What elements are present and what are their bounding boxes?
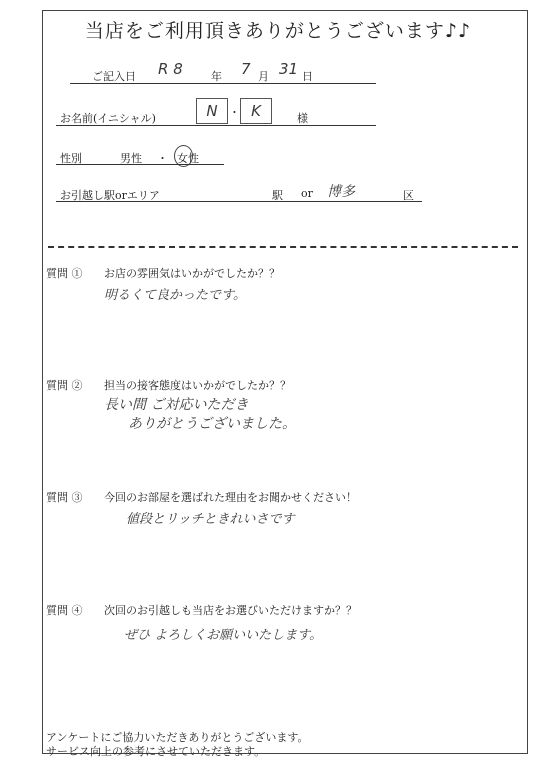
question-3-text: 今回のお部屋を選ばれた理由をお聞かせください！ <box>104 491 357 504</box>
entry-date-label: ご記入日 <box>92 70 136 83</box>
gender-label: 性別 <box>60 152 82 165</box>
initial-box-1 <box>196 98 228 124</box>
footer-line-2: サービス向上の参考にさせていただきます。 <box>46 745 266 758</box>
entry-date-month-value: 7 <box>241 60 251 78</box>
question-1-text: お店の雰囲気はいかがでしたか？？ <box>104 267 280 280</box>
name-suffix: 様 <box>297 112 308 125</box>
moving-station-label: 駅 <box>272 189 283 202</box>
entry-date-month-label: 月 <box>258 70 269 83</box>
gender-separator: ・ <box>157 152 168 165</box>
question-1-number: 質問 ① <box>46 267 83 280</box>
name-label: お名前(イニシャル) <box>60 112 156 125</box>
survey-title: 当店をご利用頂きありがとうございます♪♪ <box>84 20 472 42</box>
footer-line-1: アンケートにご協力いただきありがとうございます。 <box>46 731 309 744</box>
question-3-number: 質問 ③ <box>46 491 83 504</box>
entry-date-underline <box>70 83 376 84</box>
gender-underline <box>56 164 224 165</box>
moving-or-label: or <box>301 187 313 200</box>
answer-4-line-1: ぜひ よろしくお願いいたします。 <box>124 628 323 643</box>
answer-2-line-1: 長い間 ご対応いただき <box>104 397 249 413</box>
gender-male: 男性 <box>120 152 142 165</box>
question-4-number: 質問 ④ <box>46 604 83 617</box>
moving-underline <box>56 201 422 202</box>
entry-date-day-label: 日 <box>302 70 313 83</box>
moving-area-value: 博多 <box>327 184 355 200</box>
name-underline <box>56 125 376 126</box>
entry-date-era-value: R 8 <box>158 60 183 78</box>
question-4-text: 次回のお引越しも当店をお選びいただけますか？？ <box>104 604 357 617</box>
answer-1-line-1: 明るくて良かったです。 <box>104 288 246 303</box>
initial-2-value: K <box>251 102 261 120</box>
entry-date-year-label: 年 <box>211 70 222 83</box>
moving-ward-label: 区 <box>403 189 414 202</box>
initial-1-value: N <box>206 102 218 120</box>
moving-label: お引越し駅orエリア <box>60 189 160 202</box>
answer-3-line-1: 値段とリッチときれいさです <box>126 512 295 527</box>
question-4 <box>46 602 357 618</box>
entry-date-day-value: 31 <box>279 60 299 78</box>
question-1 <box>46 265 280 281</box>
question-3 <box>46 489 357 505</box>
initial-dot: ・ <box>229 106 240 119</box>
answer-2-line-2: ありがとうございました。 <box>128 416 296 432</box>
section-divider <box>48 246 518 248</box>
question-2-number: 質問 ② <box>46 379 83 392</box>
gender-female: 女性 <box>177 152 199 165</box>
question-2-text: 担当の接客態度はいかがでしたか？？ <box>104 379 291 392</box>
question-2 <box>46 377 291 393</box>
initial-box-2 <box>240 98 272 124</box>
